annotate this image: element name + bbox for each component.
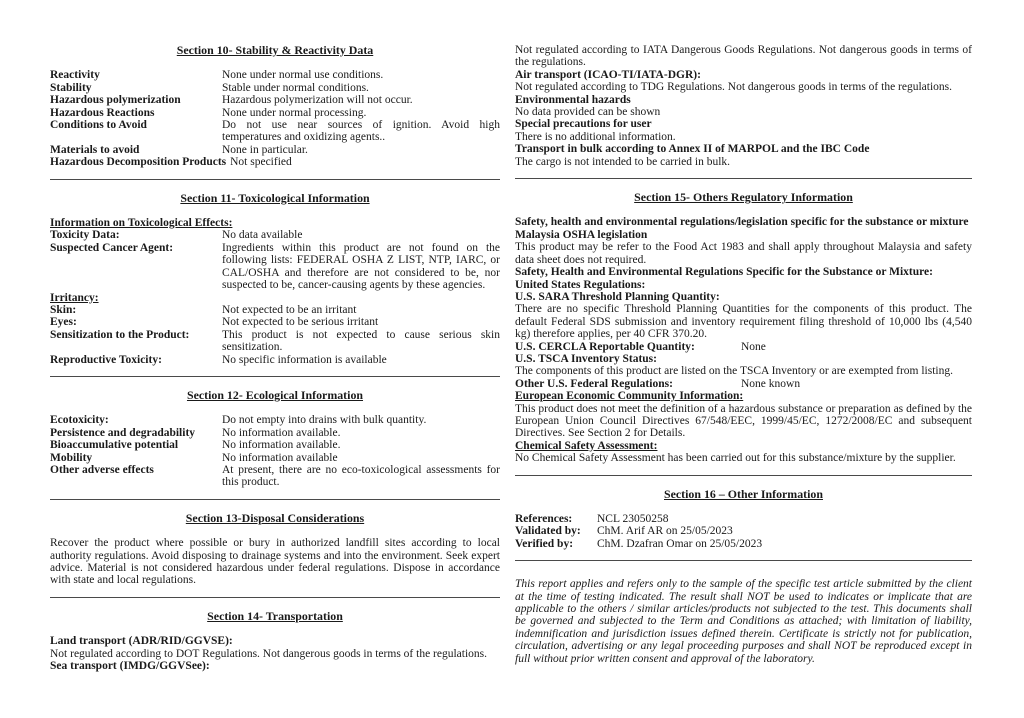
field-value: No information available. (222, 426, 341, 439)
field-row (50, 427, 500, 439)
field-label: Verified by: (515, 537, 574, 550)
field-value: None (741, 340, 766, 353)
field-row (50, 144, 500, 156)
field-row (50, 354, 500, 366)
field-value: No information available. (222, 439, 341, 452)
two-column-layout (50, 44, 972, 672)
field-label: Hazardous Reactions (50, 106, 155, 119)
field-value: Do not use near sources of ignition. Avoid high temperatures and oxidizing agents.. (222, 119, 500, 144)
tsca-text: The components of this product are listed on the TSCA Inventory or are exempted from listing. (515, 365, 953, 378)
field-label: Mobility (50, 451, 93, 464)
field-value: None under normal use conditions. (222, 69, 384, 82)
field-row (50, 69, 500, 81)
field-row (50, 439, 500, 451)
field-row (50, 316, 500, 328)
field-value: Not expected to be an irritant (222, 303, 357, 316)
field-row (50, 304, 500, 316)
special-precautions-heading: Special precautions for user (515, 118, 652, 131)
sara-text: There are no specific Threshold Planning Quantities for the components of this product. The default Federal SDS submission and inventory requirement filing threshold of 10,000 lbs (4,540 kg) therefore applies, per 40 CFR 370.20. (515, 303, 972, 341)
malaysia-osha-heading: Malaysia OSHA legislation (515, 228, 648, 241)
section-10 (50, 44, 500, 169)
field-label: Sensitization to the Product: (50, 328, 190, 341)
field-row (515, 525, 972, 537)
field-value: Not specified (230, 156, 292, 169)
chemical-safety-assessment-text: No Chemical Safety Assessment has been carried out for this substance/mixture by the supplier. (515, 452, 956, 465)
field-label: Bioaccumulative potential (50, 439, 179, 452)
field-row (50, 94, 500, 106)
field-value: None under normal processing. (222, 106, 367, 119)
field-label: U.S. CERCLA Reportable Quantity: (515, 340, 695, 353)
field-value: No data available (222, 229, 303, 242)
field-label: Materials to avoid (50, 143, 140, 156)
field-value: This product is not expected to cause serious skin sensitization. (222, 328, 500, 354)
field-label: Suspected Cancer Agent: (50, 241, 174, 254)
field-label: Reactivity (50, 69, 100, 82)
field-value: Not expected to be serious irritant (222, 316, 379, 329)
field-row (515, 513, 972, 525)
section-divider (50, 179, 500, 180)
disclaimer-paragraph: This report applies and refers only to the sample of the specific test article submitted by the client at the time of testing indicated. The result shall NOT be used to indicates or implicate that are applicable to the others / similar articles/products not subjected to the test. This documents shall be governed and subjected to the Term and Conditions as attached; with limitation of liability, indemnification and jurisdiction issues defined therein. Certificate is strictly not for publication, circulation, advertising or any legal proceeding purposes and shall NOT be reproduced except in full without prior written consent and approval of the laboratory. (515, 578, 972, 665)
field-value: No specific information is available (222, 353, 387, 366)
section-divider (515, 178, 972, 179)
field-value: At present, there are no eco-toxicological assessments for this product. (222, 463, 500, 489)
field-value: ChM. Arif AR on 25/05/2023 (597, 525, 733, 538)
special-precautions-text: There is no additional information. (515, 130, 676, 143)
eec-information-text: This product does not meet the definition of a hazardous substance or preparation as defined by the European Union Council Directives 67/548/EEC, 1999/45/EC, 1272/2008/EC and subsequent Directives. See Section 2 for Details. (515, 402, 972, 440)
section-divider (515, 560, 972, 561)
section-11 (50, 192, 500, 366)
she-regulations-heading: Safety, Health and Environmental Regulations Specific for the Substance or Mixture: (515, 266, 933, 279)
section-12-title: Section 12- Ecological Information (186, 387, 364, 402)
field-row (50, 119, 500, 144)
section-13 (50, 512, 500, 587)
section-16 (515, 488, 972, 551)
field-row (515, 378, 972, 390)
field-label: Validated by: (515, 525, 581, 538)
field-value: Ingredients within this product are not found on the following lists: FEDERAL OSHA Z LIST, NTP, IARC, or CAL/OSHA and therefore are not considered to be, nor suspected to be, cancer-causing agents by these agencies. (222, 241, 500, 292)
section-15-title: Section 15- Others Regulatory Information (634, 190, 853, 205)
bulk-transport-heading: Transport in bulk according to Annex II of MARPOL and the IBC Code (515, 143, 870, 156)
field-label: Persistence and degradability (50, 426, 196, 439)
field-value: Stable under normal conditions. (222, 81, 369, 94)
section-16-title: Section 16 – Other Information (664, 486, 823, 501)
land-transport-text: Not regulated according to DOT Regulations. Not dangerous goods in terms of the regulations. (50, 647, 488, 660)
field-row (515, 341, 972, 353)
section-divider (515, 475, 972, 476)
section-14-continued (515, 44, 972, 168)
tsca-heading: U.S. TSCA Inventory Status: (515, 352, 657, 365)
field-value: None in particular. (222, 143, 308, 156)
field-row (515, 538, 972, 550)
field-label: Hazardous polymerization (50, 94, 181, 107)
field-value: None known (741, 377, 801, 390)
right-column (515, 44, 972, 672)
field-value: Do not empty into drains with bulk quantity. (222, 414, 427, 427)
section-14-title: Section 14- Transportation (207, 608, 343, 623)
field-value: No information available (222, 451, 338, 464)
toxicological-effects-subheading: Information on Toxicological Effects: (50, 217, 233, 230)
field-row (50, 464, 500, 489)
section-14 (50, 610, 500, 673)
air-transport-heading: Air transport (ICAO-TI/IATA-DGR): (515, 68, 701, 81)
left-column (50, 44, 500, 672)
section-11-title: Section 11- Toxicological Information (180, 190, 370, 205)
field-label: References: (515, 513, 573, 525)
regulations-heading: Safety, health and environmental regulations/legislation specific for the substance or mixture (515, 216, 969, 229)
field-value: Hazardous polymerization will not occur. (222, 94, 413, 107)
field-label: Other U.S. Federal Regulations: (515, 377, 673, 390)
disposal-paragraph: Recover the product where possible or bury in authorized landfill sites according to local authority regulations. Avoid disposing to drainage systems and into the environment. Seek expert advice. Material is not considered hazardous under federal regulations. Dispose in accordance with state and local regulations. (50, 537, 500, 587)
field-label: Eyes: (50, 316, 77, 329)
section-divider (50, 499, 500, 500)
field-label: Toxicity Data: (50, 229, 120, 242)
field-row (50, 229, 500, 241)
field-value: NCL 23050258 (597, 513, 669, 525)
bulk-transport-text: The cargo is not intended to be carried in bulk. (515, 155, 731, 168)
section-divider (50, 597, 500, 598)
section-10-title: Section 10- Stability & Reactivity Data (176, 43, 374, 57)
sea-transport-text: Not regulated according to IATA Dangerous Goods Regulations. Not dangerous goods in terms of the regulations. (515, 44, 972, 69)
field-row (50, 82, 500, 94)
field-row (50, 414, 500, 426)
field-row (50, 329, 500, 354)
field-value: ChM. Dzafran Omar on 25/05/2023 (597, 537, 763, 550)
eec-information-heading: European Economic Community Information: (515, 390, 744, 403)
field-label: Reproductive Toxicity: (50, 353, 162, 366)
field-row (50, 452, 500, 464)
field-row (50, 156, 500, 168)
field-label: Conditions to Avoid (50, 119, 147, 132)
section-12 (50, 389, 500, 489)
field-label: Ecotoxicity: (50, 414, 109, 427)
land-transport-heading: Land transport (ADR/RID/GGVSE): (50, 635, 233, 648)
environmental-hazards-heading: Environmental hazards (515, 93, 631, 106)
malaysia-osha-text: This product may be refer to the Food Act 1983 and shall apply throughout Malaysia and safety data sheet does not required. (515, 241, 972, 266)
field-label: Hazardous Decomposition Products (50, 156, 227, 169)
chemical-safety-assessment-heading: Chemical Safety Assessment: (515, 439, 658, 452)
field-row (50, 242, 500, 292)
irritancy-subheading: Irritancy: (50, 291, 99, 304)
section-divider (50, 376, 500, 377)
field-label: Stability (50, 81, 92, 94)
field-row (50, 107, 500, 119)
section-15 (515, 191, 972, 465)
field-label: Other adverse effects (50, 463, 154, 476)
field-label: Skin: (50, 303, 77, 316)
united-states-regulations-heading: United States Regulations: (515, 278, 646, 291)
section-13-title: Section 13-Disposal Considerations (185, 510, 365, 525)
environmental-hazards-text: No data provided can be shown (515, 106, 661, 119)
sea-transport-heading: Sea transport (IMDG/GGVSee): (50, 660, 210, 673)
air-transport-text: Not regulated according to TDG Regulations. Not dangerous goods in terms of the regulations. (515, 81, 953, 94)
sara-heading: U.S. SARA Threshold Planning Quantity: (515, 290, 720, 303)
